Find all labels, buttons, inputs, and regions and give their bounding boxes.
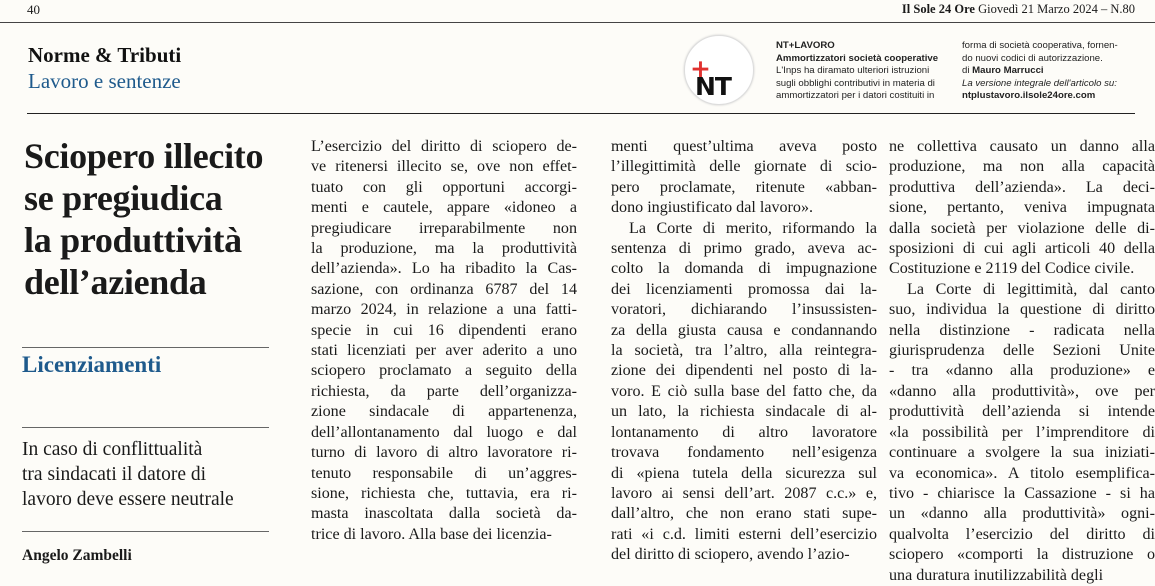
nt-box-column-2: forma di società cooperativa, fornen- do nuovi codici di autorizzazione. di Mauro Marrucci La versione integrale dell'articolo su: ntplustavoro.ilsole24ore.com <box>962 40 1142 103</box>
section-subtitle: Lavoro e sentenze <box>28 69 181 93</box>
body-text-line: turno di lavoro di altro lavoratore ri- <box>311 444 577 462</box>
body-text-line: L’esercizio del diritto di sciopero de- <box>311 138 577 155</box>
body-text-line: - tra «danno alla produzione» e <box>889 362 1155 380</box>
body-text-line: sposizioni di cui agli articoli 40 della <box>889 240 1155 258</box>
section-title: Norme & Tributi <box>28 43 182 67</box>
nt-text-line: do nuovi codici di autorizzazione. <box>962 52 1103 64</box>
body-text-line: la produzione, ma la produttività <box>311 240 577 258</box>
body-text-line: rati «i c.d. limiti esterni dell’esercizio <box>611 525 877 543</box>
nt-author: Mauro Marrucci <box>972 65 1044 76</box>
body-text-line: suo, individua la questione di diritto <box>889 301 1155 319</box>
nt-text-line: forma di società cooperativa, fornen- <box>962 40 1118 51</box>
body-text-line: giurisprudenza delle Sezioni Unite <box>889 342 1155 360</box>
issue-date: Giovedì 21 Marzo 2024 – N.80 <box>978 2 1135 16</box>
nt-text-line: sugli obblighi contributivi in materia di <box>776 77 935 89</box>
body-text-line: continuare a svolgere la sua iniziati- <box>889 444 1155 462</box>
summary-line: lavoro deve essere neutrale <box>22 489 234 510</box>
nt-plus-logo: NT + <box>684 35 754 105</box>
headline-line: la produttività <box>24 220 242 260</box>
masthead <box>902 2 1135 17</box>
summary-line: In caso di conflittualità <box>22 439 203 460</box>
body-text-line: La Corte di legittimità, dal canto <box>907 280 1155 298</box>
body-text-line: zione dei dipendenti nel posto di la- <box>611 362 877 380</box>
body-text-line: sazione, con ordinanza 6787 del 14 <box>311 280 577 298</box>
body-text-line: sciopero «comporti la distruzione o <box>889 546 1155 564</box>
body-text-line: la società, tra l’altro, alla reintegra- <box>611 342 877 360</box>
nt-title: Ammortizzatori società cooperative <box>776 52 939 64</box>
nt-url-link[interactable]: ntplustavoro.ilsole24ore.com <box>962 90 1096 101</box>
body-text-line: za della giusta causa e condannando <box>611 321 877 339</box>
body-text-line: sione, richiesta che, tuttavia, era ri- <box>311 484 577 502</box>
body-text-line: tenuto responsabile di un’aggres- <box>311 464 577 482</box>
body-text-line: masta inascoltata dalla società da- <box>311 505 577 523</box>
body-text-line: produttività dell’azienda si intende <box>889 403 1155 421</box>
nt-box-column-1 <box>776 40 956 103</box>
body-text-line: ve ritenersi illecito se, ove non effet- <box>311 158 577 176</box>
body-text-line: qualvolta l’esercizio del diritto di <box>889 525 1155 543</box>
body-text-line: tuato con gli opportuni accorgi- <box>311 178 577 196</box>
body-text-line: del diritto di sciopero, avendo l’azio- <box>611 546 850 564</box>
body-text-line: un «danno alla produttività» ogni- <box>889 505 1155 523</box>
body-text-line: sciopero proclamato a seguito della <box>311 362 577 380</box>
body-column-2 <box>611 137 877 566</box>
body-text-line: colto la domanda di impugnazione <box>611 260 877 278</box>
body-text-line: un lato, la richiesta sindacale di al- <box>611 403 877 421</box>
section-heading <box>28 42 181 94</box>
article-headline <box>24 135 274 303</box>
body-text-line: dell’azienda». Lo ha ribadito la Cas- <box>311 260 577 278</box>
body-text-line: ne collettiva causato un danno alla <box>889 138 1155 155</box>
nt-kicker: NT+LAVORO <box>776 40 835 51</box>
headline-line: dell’azienda <box>24 262 207 302</box>
body-text-line: marzo 2024, in relazione a una fatti- <box>311 301 577 319</box>
body-text-line: La Corte di merito, riformando la <box>629 219 877 237</box>
body-text-line: lontanamento di altro lavoratore <box>611 423 877 441</box>
body-text-line: pero proclamate, ritenute «abban- <box>611 178 877 196</box>
body-text-line: sione, pertanto, veniva impugnata <box>889 199 1155 217</box>
nt-text-line: ammortizzatori per i datori costituiti in <box>776 90 935 101</box>
divider <box>22 531 269 532</box>
body-text-line: zione sindacale di appartenenza, <box>311 403 577 421</box>
nt-note: La versione integrale dell'articolo su: <box>962 77 1117 89</box>
body-text-line: produttiva dell’azienda». La deci- <box>889 178 1155 196</box>
body-text-line: Costituzione e 2119 del Codice civile. <box>889 260 1135 278</box>
body-text-line: voratori, dichiarando l’insussisten- <box>611 301 877 319</box>
summary-line: tra sindacati il datore di <box>22 464 207 485</box>
page-number: 40 <box>27 2 40 17</box>
body-text-line: trovava fondamento nell’esigenza <box>611 444 877 462</box>
body-text-line: di «piena tutela della sicurezza sul <box>611 464 877 482</box>
body-text-line: sentenza di primo grado, aveva ac- <box>611 240 877 258</box>
body-text-line: menti e cautele, appare «idoneo a <box>311 199 577 217</box>
article-summary <box>22 437 272 512</box>
body-text-line: dall’altro, che non erano stati supe- <box>611 505 877 523</box>
body-column-3 <box>889 137 1155 586</box>
body-column-1 <box>311 137 577 545</box>
body-text-line: pregiudicare irreparabilmente non <box>311 219 577 237</box>
body-text-line: dell’allontanamento dal luogo e dal <box>311 423 577 441</box>
body-text-line: nella distinzione - radicata nella <box>889 321 1155 339</box>
body-text-line: stati licenziati per aver aderito a uno <box>311 342 577 360</box>
body-text-line: dei licenziamenti promossa dai la- <box>611 280 877 298</box>
divider <box>22 427 269 428</box>
body-text-line: va economica». A titolo esemplifica- <box>889 464 1155 482</box>
body-text-line: richiesta, da parte dell’organizza- <box>311 382 577 400</box>
headline-line: se pregiudica <box>24 178 223 218</box>
body-text-line: lavoro ai sensi dell’art. 2087 c.c.» e, <box>611 484 877 502</box>
body-text-line: menti quest’ultima aveva posto <box>611 138 877 155</box>
body-text-line: una duratura inutilizzabilità degli <box>889 566 1104 584</box>
body-text-line: «la possibilità per l’imprenditore di <box>889 423 1155 441</box>
body-text-line: produzione, ma non alla capacità <box>889 158 1155 176</box>
header-divider <box>27 113 1135 114</box>
body-text-line: dono ingiustificato dal lavoro». <box>611 199 814 217</box>
body-text-line: «danno alla produttività», ove per <box>889 382 1155 400</box>
article-category: Licenziamenti <box>22 352 162 377</box>
divider <box>22 347 269 348</box>
body-text-line: specie in cui 16 dipendenti erano <box>311 321 577 339</box>
body-text-line: dalla società per violazione delle di- <box>889 219 1155 237</box>
body-text-line: voro. E ciò sulla base del fatto che, da <box>611 382 877 400</box>
body-text-line: tivo - chiarisce la Cassazione - si ha <box>889 484 1155 502</box>
page-header-bar <box>0 0 1155 23</box>
body-text-line: trice di lavoro. Alla base dei licenzia- <box>311 525 552 543</box>
headline-line: Sciopero illecito <box>24 136 264 176</box>
body-text-line: l’illegittimità delle giornate di scio- <box>611 158 877 176</box>
nt-text-line: L'Inps ha diramato ulteriori istruzioni <box>776 65 930 76</box>
paper-name: Il Sole 24 Ore <box>901 2 975 16</box>
article-author: Angelo Zambelli <box>22 547 132 564</box>
